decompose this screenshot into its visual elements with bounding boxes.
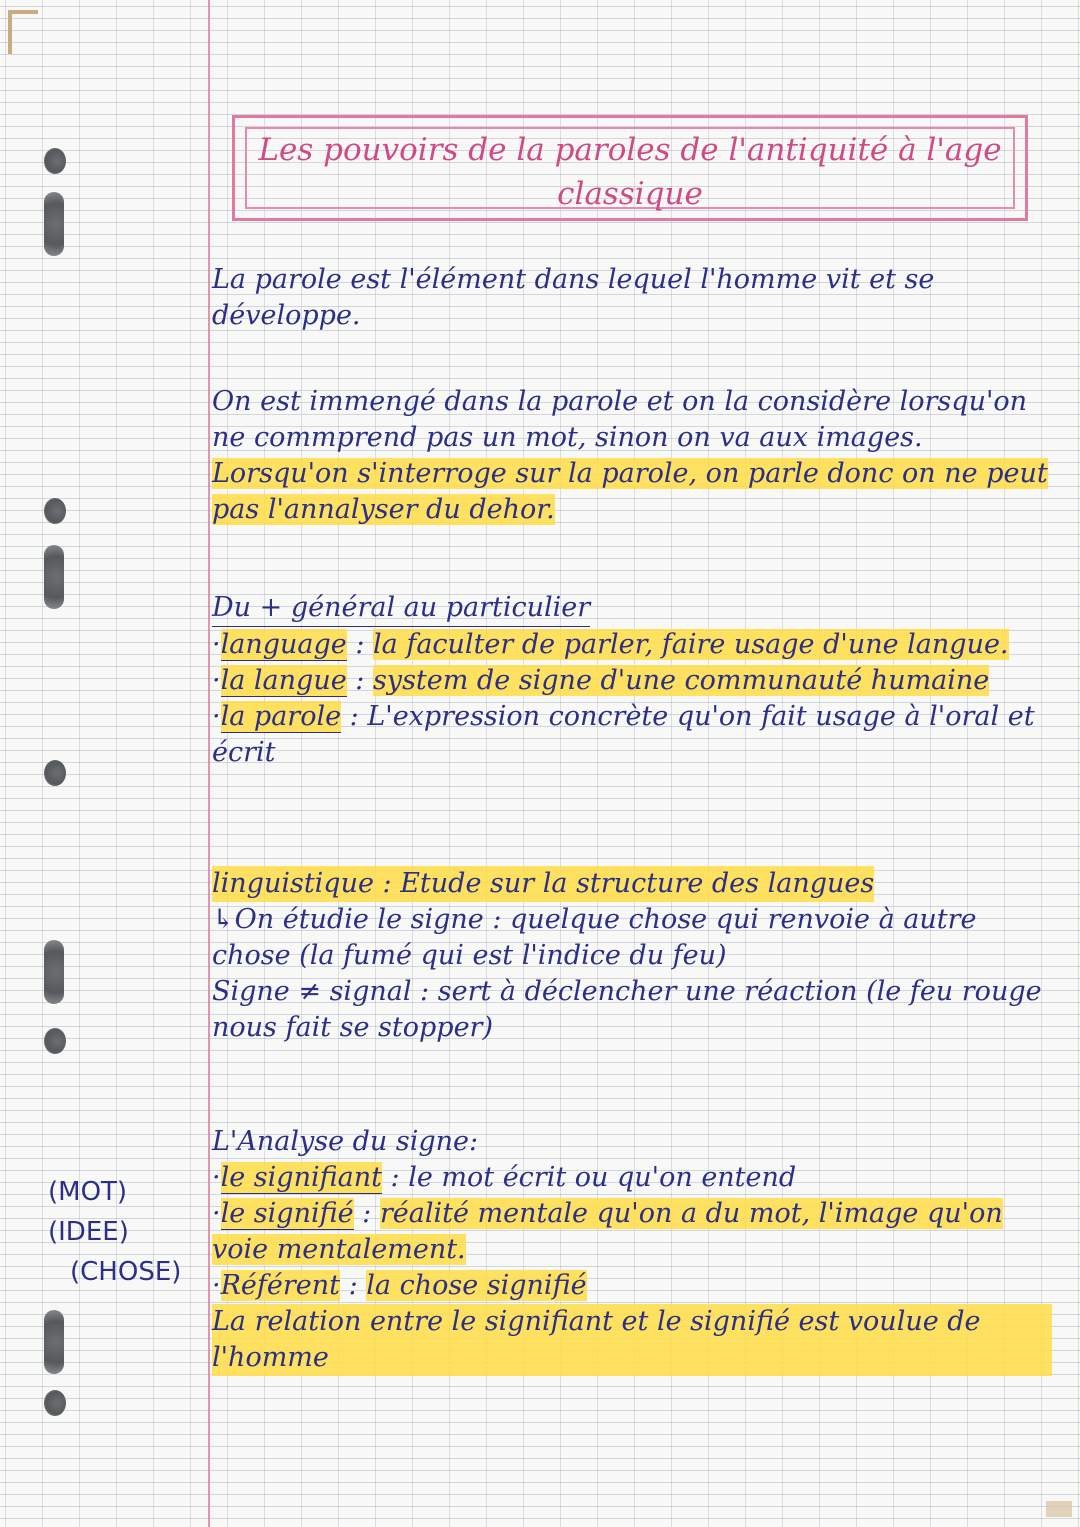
definition-item: ·le signifié : réalité mentale qu'on a du mot, l'image qu'on voie mentalement. xyxy=(212,1198,1003,1265)
punch-hole xyxy=(44,1028,66,1054)
definition-text: réalité mentale qu'on a du mot, l'image qu'on voie mentalement. xyxy=(212,1198,1003,1265)
paragraph-signal: Signe ≠ signal : sert à déclencher une réaction (le feu rouge nous fait se stopper) xyxy=(212,976,1042,1043)
page-title: Les pouvoirs de la paroles de l'antiquité à l'age classique xyxy=(258,132,1002,212)
definition-term: le signifiant xyxy=(220,1162,382,1193)
paragraph-immersion xyxy=(212,384,1052,528)
definition-item: ·Référent : la chose signifié xyxy=(212,1270,587,1301)
corner-tab xyxy=(1046,1501,1072,1517)
punch-hole xyxy=(44,498,66,524)
punch-hole xyxy=(44,760,66,786)
definition-text: la chose signifié xyxy=(366,1270,587,1301)
conclusion-text: La relation entre le signifiant et le signifié est voulue de l'homme xyxy=(212,1304,1052,1376)
definition-item: ·language : la faculter de parler, faire usage d'une langue. xyxy=(212,629,1009,660)
margin-notes xyxy=(48,1172,181,1292)
punch-hole xyxy=(44,545,64,609)
definition-separator: : xyxy=(341,701,368,732)
highlighted-text: Lorsqu'on s'interroge sur la parole, on parle donc on ne peut pas l'annalyser du dehor. xyxy=(212,458,1048,525)
margin-note-chose: (CHOSE) xyxy=(70,1257,182,1287)
definition-separator: : xyxy=(346,629,374,660)
definition-separator: : xyxy=(340,1270,367,1301)
definition-separator: : xyxy=(346,665,373,696)
corner-mark xyxy=(8,10,38,54)
margin-note-idee: (IDEE) xyxy=(48,1217,129,1247)
punch-hole xyxy=(44,1390,66,1416)
punch-hole xyxy=(44,1310,64,1374)
definition-text: L'expression concrète qu'on fait usage à l'oral et écrit xyxy=(212,701,1035,768)
section-heading: linguistique : Etude sur la structure des langues xyxy=(212,866,874,902)
paragraph-text: On est immengé dans la parole et on la considère lorsqu'on ne commprend pas un mot, sinon on va aux images. xyxy=(212,386,1028,453)
section-heading: Du + général au particulier xyxy=(212,590,590,627)
definition-item: ·la langue : system de signe d'une communauté humaine xyxy=(212,665,990,696)
section-general xyxy=(212,590,1052,771)
section-analyse xyxy=(212,1124,1052,1376)
definition-item: ·le signifiant : le mot écrit ou qu'on entend xyxy=(212,1162,797,1193)
margin-line xyxy=(208,0,210,1527)
definition-text: le mot écrit ou qu'on entend xyxy=(408,1162,797,1193)
definition-term: la langue xyxy=(220,665,347,696)
definition-separator: : xyxy=(353,1198,380,1229)
definition-separator: : xyxy=(381,1162,409,1193)
definition-item: ·la parole : L'expression concrète qu'on fait usage à l'oral et écrit xyxy=(212,701,1035,768)
margin-note-mot: (MOT) xyxy=(48,1177,128,1207)
definition-term: le signifié xyxy=(220,1198,354,1229)
definition-text: system de signe d'une communauté humaine xyxy=(372,665,990,696)
definition-term: language xyxy=(220,629,347,660)
section-linguistique xyxy=(212,866,1052,1046)
section-heading: L'Analyse du signe: xyxy=(212,1126,479,1157)
punch-hole xyxy=(44,940,64,1004)
punch-hole xyxy=(44,148,66,174)
definition-text: la faculter de parler, faire usage d'une langue. xyxy=(373,629,1009,660)
paragraph-intro: La parole est l'élément dans lequel l'homme vit et se développe. xyxy=(212,264,935,331)
punch-hole xyxy=(44,192,64,256)
definition-term: la parole xyxy=(220,701,342,732)
paragraph-signe: ↳On étudie le signe : quelque chose qui renvoie à autre chose (la fumé qui est l'indice du feu) xyxy=(212,904,977,971)
definition-term: Référent xyxy=(220,1270,340,1301)
